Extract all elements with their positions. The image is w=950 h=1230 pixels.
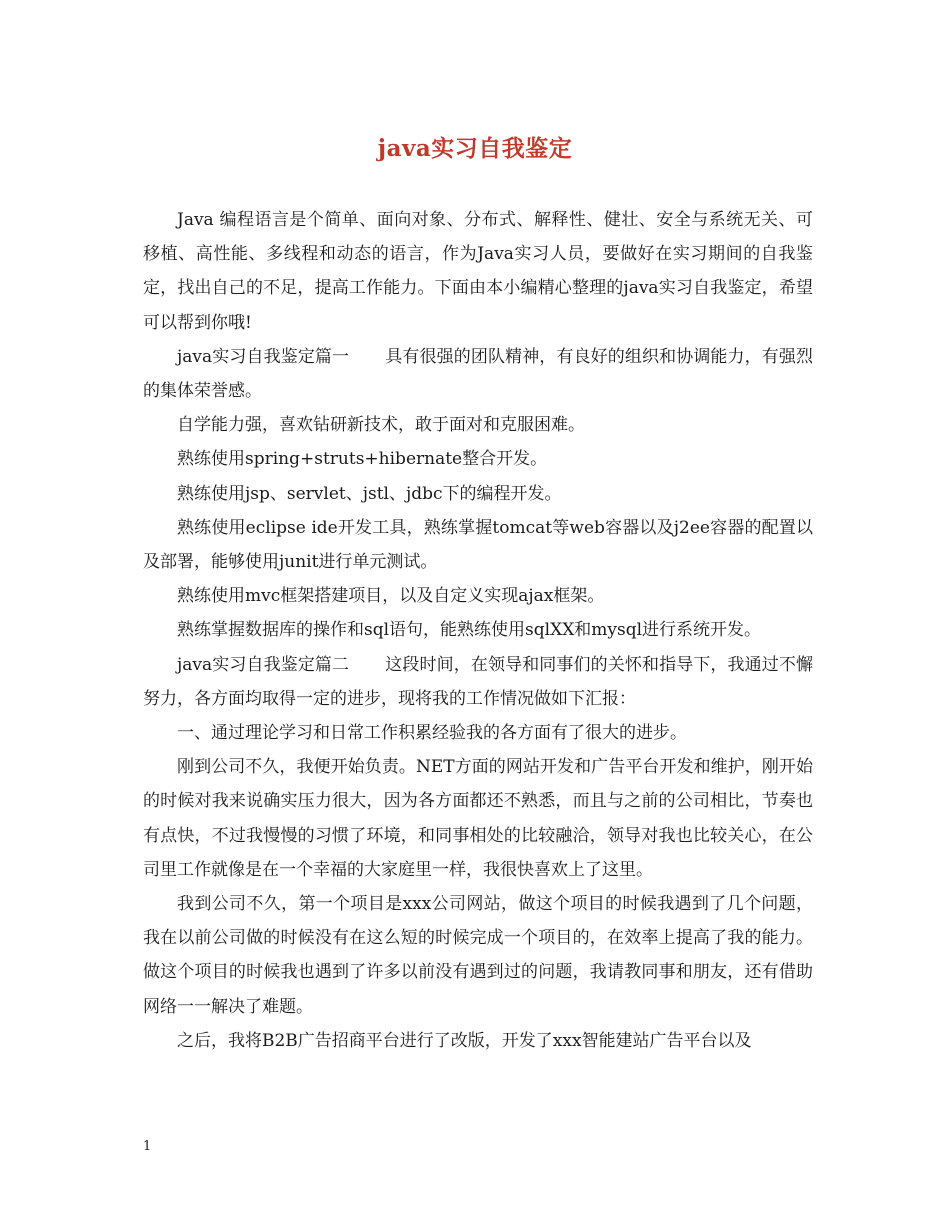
skill-paragraph: 熟练使用jsp、servlet、jstl、jdbc下的编程开发。 <box>177 483 562 504</box>
page-number: 1 <box>143 1139 152 1154</box>
body-paragraph: 一、通过理论学习和日常工作积累经验我的各方面有了很大的进步。 <box>177 723 687 744</box>
skill-paragraph: 熟练掌握数据库的操作和sql语句，能熟练使用sqlXX和mysql进行系统开发。 <box>177 620 762 641</box>
section-two-paragraph <box>143 648 813 716</box>
document-title: java实习自我鉴定 <box>377 135 573 162</box>
intro-paragraph: Java 编程语言是个简单、面向对象、分布式、解释性、健壮、安全与系统无关、可移植、高性能、多线程和动态的语言，作为Java实习人员，要做好在实习期间的自我鉴定，找出自己的不足，提高工作能力。下面由本小编精心整理的java实习自我鉴定，希望可以帮到你哦! <box>143 210 813 333</box>
section-two-heading: java实习自我鉴定篇二 <box>177 654 350 675</box>
skill-paragraph: 熟练使用eclipse ide开发工具，熟练掌握tomcat等web容器以及j2ee容器的配置以及部署，能够使用junit进行单元测试。 <box>143 517 813 573</box>
body-paragraph: 刚到公司不久，我便开始负责。NET方面的网站开发和广告平台开发和维护，刚开始的时候对我来说确实压力很大，因为各方面都还不熟悉，而且与之前的公司相比，节奏也有点快，不过我慢慢的习惯了环境，和同事相处的比较融洽，领导对我也比较关心，在公司里工作就像是在一个幸福的大家庭里一样，我很快喜欢上了这里。 <box>143 757 813 880</box>
skill-paragraph: 熟练使用spring+struts+hibernate整合开发。 <box>177 449 548 470</box>
section-one-paragraph <box>143 340 813 408</box>
body-paragraph: 之后，我将B2B广告招商平台进行了改版，开发了xxx智能建站广告平台以及 <box>177 1030 752 1051</box>
document-body <box>143 203 813 1058</box>
skill-paragraph: 熟练使用mvc框架搭建项目，以及自定义实现ajax框架。 <box>177 586 605 607</box>
section-one-text: 具有很强的团队精神，有良好的组织和协调能力，有强烈的集体荣誉感。 <box>143 346 813 402</box>
section-one-heading: java实习自我鉴定篇一 <box>177 346 350 367</box>
section-two-text: 这段时间，在领导和同事们的关怀和指导下，我通过不懈努力，各方面均取得一定的进步，现将我的工作情况做如下汇报： <box>143 654 813 709</box>
body-paragraph: 我到公司不久，第一个项目是xxx公司网站，做这个项目的时候我遇到了几个问题，我在以前公司做的时候没有在这么短的时候完成一个项目的，在效率上提高了我的能力。做这个项目的时候我也遇到了许多以前没有遇到过的问题，我请教同事和朋友，还有借助网络一一解决了难题。 <box>143 894 813 1017</box>
skill-paragraph: 自学能力强，喜欢钻研新技术，敢于面对和克服困难。 <box>177 415 585 436</box>
